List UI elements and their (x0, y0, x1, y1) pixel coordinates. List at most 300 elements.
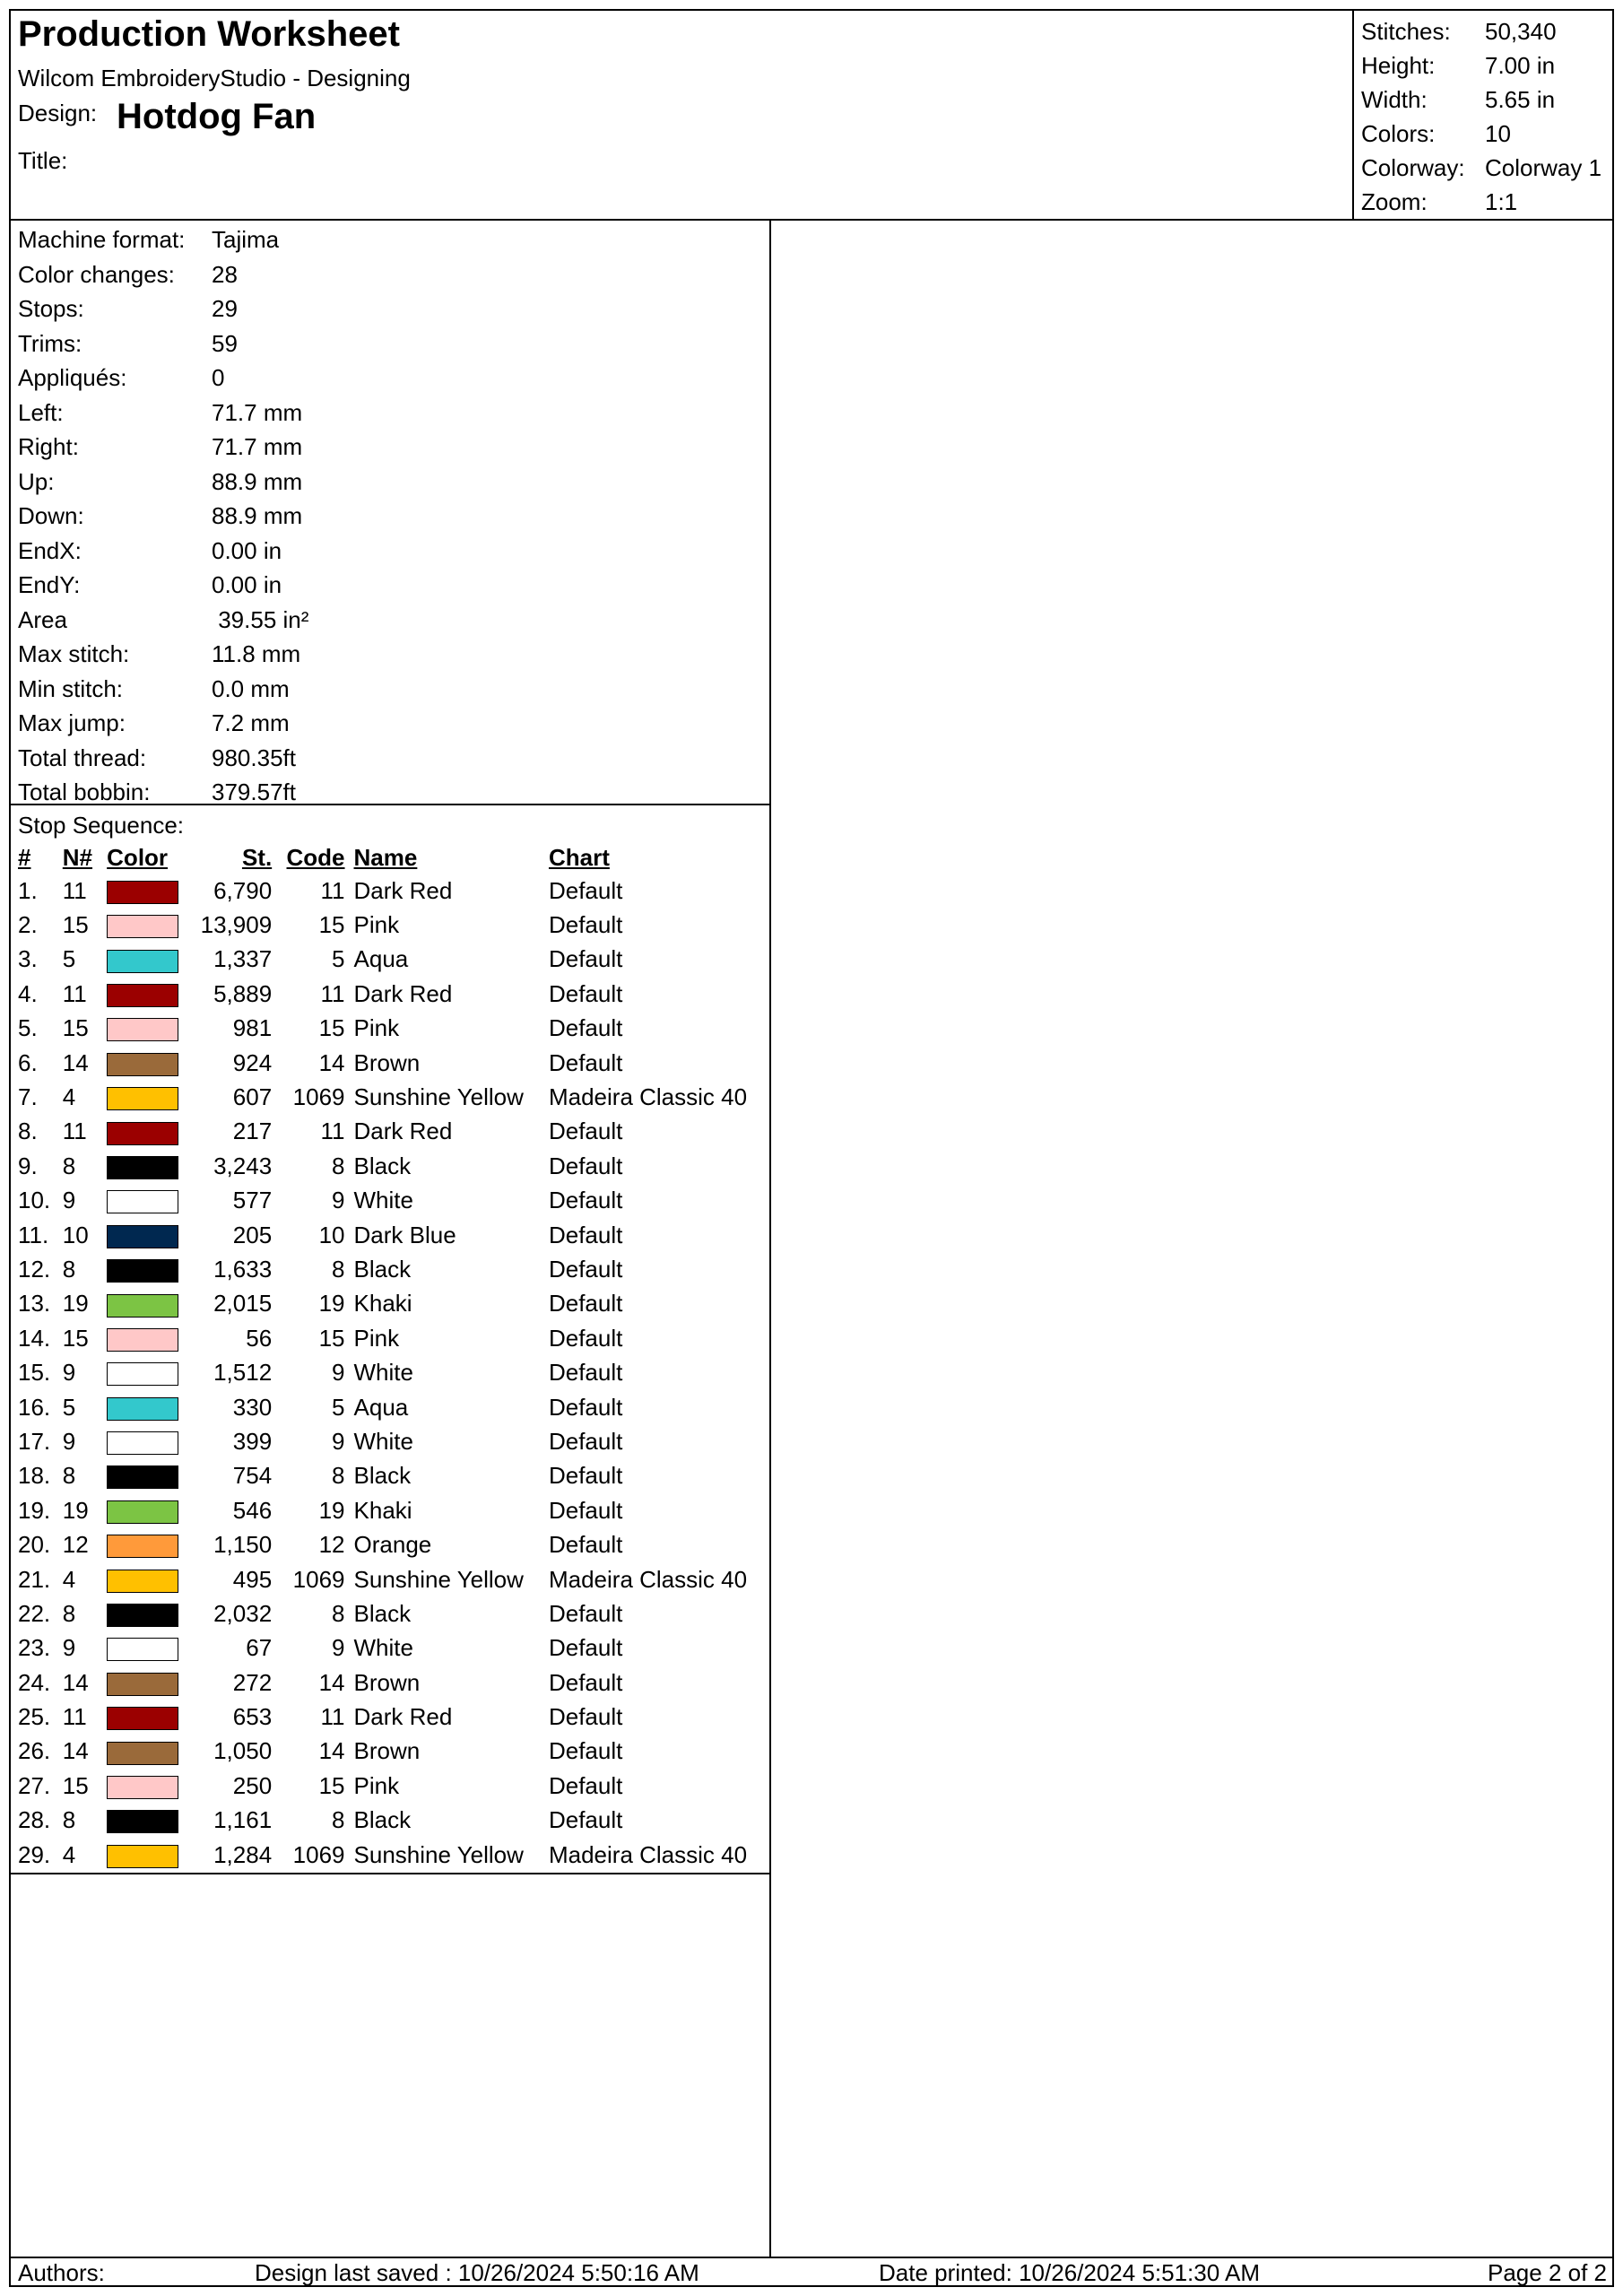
stat-row (1361, 117, 1612, 151)
color-cell (107, 1804, 192, 1838)
thread-code: 1069 (292, 1840, 345, 1868)
col-header-needle: N# (62, 843, 93, 871)
color-swatch (107, 1604, 178, 1627)
color-swatch (107, 1431, 178, 1455)
stitch-count: 56 (246, 1324, 273, 1352)
color-cell (107, 1287, 192, 1321)
thread-code: 9 (332, 1359, 345, 1387)
thread-code: 9 (332, 1187, 345, 1214)
thread-chart: Default (548, 1152, 623, 1179)
stat-row (1361, 48, 1612, 83)
table-row (18, 1287, 769, 1321)
thread-code: 1069 (292, 1565, 345, 1593)
col-header-stitches: St. (241, 843, 273, 871)
stitch-count: 495 (232, 1565, 273, 1593)
info-row (18, 775, 769, 810)
color-cell (107, 1390, 192, 1424)
color-swatch (107, 1397, 178, 1421)
info-value: 71.7 mm (212, 398, 303, 426)
color-cell (107, 1012, 192, 1046)
stat-row (1361, 185, 1612, 219)
thread-code: 8 (332, 1599, 345, 1627)
color-cell (107, 1631, 192, 1665)
info-value: 59 (212, 329, 238, 357)
stitch-count: 217 (232, 1118, 273, 1145)
info-label: Max stitch: (18, 640, 130, 667)
design-label: Design: (18, 100, 98, 126)
needle-number: 19 (62, 1496, 89, 1524)
info-row (18, 326, 769, 361)
table-row (18, 1115, 769, 1149)
info-value: 88.9 mm (212, 467, 303, 495)
needle-number: 4 (62, 1565, 76, 1593)
stitch-count: 205 (232, 1221, 273, 1248)
needle-number: 4 (62, 1840, 76, 1868)
page-number: Page 2 of 2 (1488, 2259, 1607, 2286)
thread-code: 8 (332, 1152, 345, 1179)
color-swatch (107, 1810, 178, 1833)
stop-number: 11. (18, 1221, 49, 1248)
design-name: Hotdog Fan (117, 97, 317, 136)
authors-label: Authors: (18, 2259, 105, 2286)
table-row (18, 1012, 769, 1046)
color-cell (107, 977, 192, 1011)
stop-number: 13. (18, 1290, 51, 1318)
col-header-code: Code (286, 843, 345, 871)
thread-name: White (353, 1187, 413, 1214)
stitch-count: 250 (232, 1771, 273, 1799)
needle-number: 9 (62, 1359, 76, 1387)
thread-name: Orange (353, 1531, 432, 1559)
info-value: 0.00 in (212, 536, 282, 564)
stat-label: Colorway: (1361, 154, 1465, 181)
worksheet-header (11, 11, 1612, 221)
needle-number: 9 (62, 1634, 76, 1662)
needle-number: 15 (62, 1771, 89, 1799)
thread-name: Black (353, 1806, 412, 1834)
thread-name: Black (353, 1255, 412, 1283)
info-value: 0.0 mm (212, 674, 290, 702)
info-row (18, 465, 769, 500)
thread-code: 8 (332, 1255, 345, 1283)
needle-number: 14 (62, 1668, 89, 1696)
color-swatch (107, 1465, 178, 1489)
thread-code: 10 (318, 1221, 345, 1248)
stitch-count: 577 (232, 1187, 273, 1214)
worksheet-page (9, 9, 1614, 2287)
info-row (18, 430, 769, 465)
info-label: Total bobbin: (18, 778, 151, 805)
thread-name: Brown (353, 1048, 421, 1076)
stitch-count: 399 (232, 1427, 273, 1455)
table-row (18, 1252, 769, 1286)
color-swatch (107, 984, 178, 1007)
color-cell (107, 1527, 192, 1561)
info-row (18, 568, 769, 603)
needle-number: 8 (62, 1806, 76, 1834)
color-cell (107, 1562, 192, 1596)
thread-chart: Default (548, 876, 623, 904)
color-cell (107, 1459, 192, 1493)
stat-value: 10 (1485, 120, 1511, 147)
thread-name: Black (353, 1462, 412, 1490)
thread-chart: Madeira Classic 40 (548, 1083, 748, 1111)
thread-chart: Default (548, 1771, 623, 1799)
color-cell (107, 1046, 192, 1080)
color-cell (107, 1080, 192, 1114)
info-label: Up: (18, 467, 55, 495)
stop-number: 22. (18, 1599, 51, 1627)
thread-name: Sunshine Yellow (353, 1565, 524, 1593)
stop-number: 25. (18, 1703, 51, 1731)
stop-number: 10. (18, 1187, 51, 1214)
thread-name: Khaki (353, 1496, 412, 1524)
color-cell (107, 1218, 192, 1252)
color-swatch (107, 1362, 178, 1386)
stop-number: 4. (18, 979, 38, 1007)
color-cell (107, 1735, 192, 1769)
last-saved: Design last saved : 10/26/2024 5:50:16 AM (255, 2259, 699, 2286)
stop-sequence-title: Stop Sequence: (18, 812, 185, 839)
color-cell (107, 1184, 192, 1218)
table-row (18, 1631, 769, 1665)
info-label: Left: (18, 398, 64, 426)
needle-number: 14 (62, 1737, 89, 1765)
thread-name: Dark Blue (353, 1221, 456, 1248)
stop-number: 7. (18, 1083, 38, 1111)
needle-number: 11 (62, 876, 87, 904)
table-row (18, 1700, 769, 1734)
thread-chart: Default (548, 1427, 623, 1455)
color-swatch (107, 1638, 178, 1661)
stop-number: 5. (18, 1014, 38, 1042)
thread-chart: Default (548, 1359, 623, 1387)
header-left (11, 11, 1352, 219)
thread-name: Dark Red (353, 876, 453, 904)
thread-chart: Default (548, 1668, 623, 1696)
stitch-count: 1,284 (213, 1840, 273, 1868)
needle-number: 19 (62, 1290, 89, 1318)
thread-chart: Default (548, 911, 623, 939)
info-value: 29 (212, 295, 238, 322)
stop-number: 1. (18, 876, 38, 904)
stop-sequence (11, 805, 769, 1874)
info-label: Min stitch: (18, 674, 124, 702)
thread-chart: Default (548, 979, 623, 1007)
stop-number: 2. (18, 911, 38, 939)
stop-number: 27. (18, 1771, 51, 1799)
needle-number: 8 (62, 1462, 76, 1490)
thread-name: Dark Red (353, 1118, 453, 1145)
machine-info (11, 219, 769, 805)
thread-code: 5 (332, 1393, 345, 1421)
thread-chart: Default (548, 1324, 623, 1352)
col-header-chart: Chart (548, 843, 610, 871)
thread-chart: Default (548, 1806, 623, 1834)
stitch-count: 13,909 (200, 911, 273, 939)
stat-row (1361, 14, 1612, 48)
color-swatch (107, 1570, 178, 1593)
stat-row (1361, 151, 1612, 185)
table-row (18, 1321, 769, 1355)
stitch-count: 546 (232, 1496, 273, 1524)
stop-number: 26. (18, 1737, 51, 1765)
stitch-count: 1,161 (213, 1806, 273, 1834)
thread-code: 8 (332, 1462, 345, 1490)
thread-code: 14 (318, 1737, 345, 1765)
needle-number: 9 (62, 1427, 76, 1455)
color-cell (107, 1115, 192, 1149)
info-value: 0.00 in (212, 571, 282, 598)
color-cell (107, 1769, 192, 1803)
thread-chart: Madeira Classic 40 (548, 1840, 748, 1868)
thread-name: Aqua (353, 1393, 409, 1421)
table-row (18, 1149, 769, 1183)
color-swatch (107, 1500, 178, 1524)
needle-number: 12 (62, 1531, 89, 1559)
stat-row (1361, 83, 1612, 117)
thread-name: Pink (353, 1324, 400, 1352)
color-swatch (107, 1742, 178, 1765)
table-row (18, 1804, 769, 1838)
info-row (18, 534, 769, 569)
needle-number: 10 (62, 1221, 89, 1248)
stitch-count: 981 (232, 1014, 273, 1042)
color-cell (107, 874, 192, 908)
thread-code: 11 (320, 876, 345, 904)
thread-name: Sunshine Yellow (353, 1083, 524, 1111)
needle-number: 11 (62, 1703, 87, 1731)
thread-name: Pink (353, 1014, 400, 1042)
color-swatch (107, 1294, 178, 1318)
thread-chart: Default (548, 1531, 623, 1559)
color-cell (107, 943, 192, 977)
info-row (18, 603, 769, 638)
stop-sequence-table (18, 841, 769, 1872)
thread-code: 14 (318, 1668, 345, 1696)
stat-value: 50,340 (1485, 18, 1557, 45)
info-row (18, 637, 769, 672)
info-value: 0 (212, 364, 225, 391)
info-value: 71.7 mm (212, 433, 303, 460)
info-label: Machine format: (18, 226, 186, 253)
color-swatch (107, 1259, 178, 1283)
thread-chart: Madeira Classic 40 (548, 1565, 748, 1593)
thread-chart: Default (548, 1737, 623, 1765)
color-swatch (107, 1053, 178, 1076)
thread-chart: Default (548, 1393, 623, 1421)
thread-name: White (353, 1427, 413, 1455)
table-row (18, 1769, 769, 1803)
thread-chart: Default (548, 1221, 623, 1248)
info-value: 28 (212, 260, 238, 288)
stop-number: 3. (18, 945, 38, 973)
stitch-count: 67 (246, 1634, 273, 1662)
table-row (18, 1527, 769, 1561)
stop-number: 16. (18, 1393, 51, 1421)
table-row (18, 1562, 769, 1596)
table-row (18, 977, 769, 1011)
thread-name: Black (353, 1152, 412, 1179)
needle-number: 9 (62, 1187, 76, 1214)
stitch-count: 2,015 (213, 1290, 273, 1318)
stitch-count: 2,032 (213, 1599, 273, 1627)
needle-number: 8 (62, 1152, 76, 1179)
thread-name: Brown (353, 1668, 421, 1696)
info-row (18, 361, 769, 396)
color-swatch (107, 1156, 178, 1179)
info-label: Appliqués: (18, 364, 127, 391)
needle-number: 5 (62, 945, 76, 973)
thread-chart: Default (548, 1187, 623, 1214)
color-cell (107, 908, 192, 942)
info-label: Area (18, 605, 67, 633)
color-swatch (107, 1225, 178, 1248)
needle-number: 15 (62, 911, 89, 939)
stat-label: Height: (1361, 52, 1436, 79)
stop-sequence-rows (18, 874, 769, 1872)
stop-number: 8. (18, 1118, 38, 1145)
stitch-count: 3,243 (213, 1152, 273, 1179)
col-header-color: Color (107, 843, 169, 871)
color-swatch (107, 1673, 178, 1696)
thread-chart: Default (548, 1599, 623, 1627)
thread-code: 5 (332, 945, 345, 973)
stop-number: 18. (18, 1462, 51, 1490)
info-row (18, 499, 769, 534)
table-row (18, 1424, 769, 1458)
color-cell (107, 1700, 192, 1734)
thread-chart: Default (548, 1014, 623, 1042)
color-swatch (107, 1190, 178, 1213)
table-row (18, 943, 769, 977)
stop-number: 15. (18, 1359, 51, 1387)
table-row (18, 1493, 769, 1527)
stop-number: 14. (18, 1324, 51, 1352)
color-cell (107, 1838, 192, 1872)
stop-number: 24. (18, 1668, 51, 1696)
thread-name: White (353, 1359, 413, 1387)
info-value: 11.8 mm (212, 640, 301, 667)
stitch-count: 6,790 (213, 876, 273, 904)
color-swatch (107, 915, 178, 938)
color-cell (107, 1252, 192, 1286)
thread-name: White (353, 1634, 413, 1662)
info-row (18, 222, 769, 257)
col-header-number: # (18, 843, 31, 871)
color-swatch (107, 1707, 178, 1730)
table-row (18, 1218, 769, 1252)
thread-name: Aqua (353, 945, 409, 973)
stop-number: 19. (18, 1496, 51, 1524)
needle-number: 8 (62, 1255, 76, 1283)
stop-number: 12. (18, 1255, 51, 1283)
stitch-count: 1,633 (213, 1255, 273, 1283)
table-row (18, 1459, 769, 1493)
thread-chart: Default (548, 1462, 623, 1490)
stop-number: 23. (18, 1634, 51, 1662)
thread-name: Sunshine Yellow (353, 1840, 524, 1868)
info-label: Total thread: (18, 744, 147, 771)
color-swatch (107, 1535, 178, 1558)
stitch-count: 607 (232, 1083, 273, 1111)
thread-code: 1069 (292, 1083, 345, 1111)
thread-chart: Default (548, 945, 623, 973)
thread-name: Black (353, 1599, 412, 1627)
info-row (18, 741, 769, 776)
table-row (18, 1838, 769, 1872)
thread-name: Brown (353, 1737, 421, 1765)
table-header-row (18, 841, 769, 874)
info-row (18, 396, 769, 430)
stat-value: 7.00 in (1485, 52, 1556, 79)
color-swatch (107, 950, 178, 973)
info-label: EndY: (18, 571, 81, 598)
stitch-count: 1,150 (213, 1531, 273, 1559)
color-cell (107, 1424, 192, 1458)
thread-code: 14 (318, 1048, 345, 1076)
color-swatch (107, 881, 178, 904)
stitch-count: 330 (232, 1393, 273, 1421)
table-row (18, 1355, 769, 1389)
thread-chart: Default (548, 1048, 623, 1076)
color-swatch (107, 1328, 178, 1352)
color-swatch (107, 1776, 178, 1799)
thread-code: 11 (320, 979, 345, 1007)
thread-code: 15 (318, 1771, 345, 1799)
info-label: EndX: (18, 536, 82, 564)
stop-number: 28. (18, 1806, 51, 1834)
info-row (18, 672, 769, 707)
thread-name: Pink (353, 911, 400, 939)
thread-name: Dark Red (353, 1703, 453, 1731)
date-printed: Date printed: 10/26/2024 5:51:30 AM (879, 2259, 1260, 2286)
color-swatch (107, 1845, 178, 1868)
stop-number: 20. (18, 1531, 51, 1559)
thread-name: Khaki (353, 1290, 412, 1318)
stop-number: 6. (18, 1048, 38, 1076)
thread-chart: Default (548, 1703, 623, 1731)
stop-number: 9. (18, 1152, 38, 1179)
stop-number: 17. (18, 1427, 51, 1455)
table-row (18, 908, 769, 942)
thread-name: Pink (353, 1771, 400, 1799)
info-value: 88.9 mm (212, 502, 303, 529)
table-row (18, 1184, 769, 1218)
thread-code: 15 (318, 1324, 345, 1352)
needle-number: 5 (62, 1393, 76, 1421)
stitch-count: 653 (232, 1703, 273, 1731)
color-cell (107, 1596, 192, 1631)
color-swatch (107, 1087, 178, 1110)
info-value: 39.55 in² (212, 605, 309, 633)
info-value: Tajima (212, 226, 280, 253)
thread-code: 15 (318, 1014, 345, 1042)
needle-number: 11 (62, 1118, 87, 1145)
thread-name: Dark Red (353, 979, 453, 1007)
color-swatch (107, 1122, 178, 1145)
stop-number: 21. (18, 1565, 51, 1593)
color-cell (107, 1493, 192, 1527)
stitch-count: 1,050 (213, 1737, 273, 1765)
thread-code: 19 (318, 1496, 345, 1524)
stitch-count: 754 (232, 1462, 273, 1490)
stitch-count: 1,512 (213, 1359, 273, 1387)
color-cell (107, 1355, 192, 1389)
thread-chart: Default (548, 1634, 623, 1662)
needle-number: 14 (62, 1048, 89, 1076)
color-cell (107, 1149, 192, 1183)
